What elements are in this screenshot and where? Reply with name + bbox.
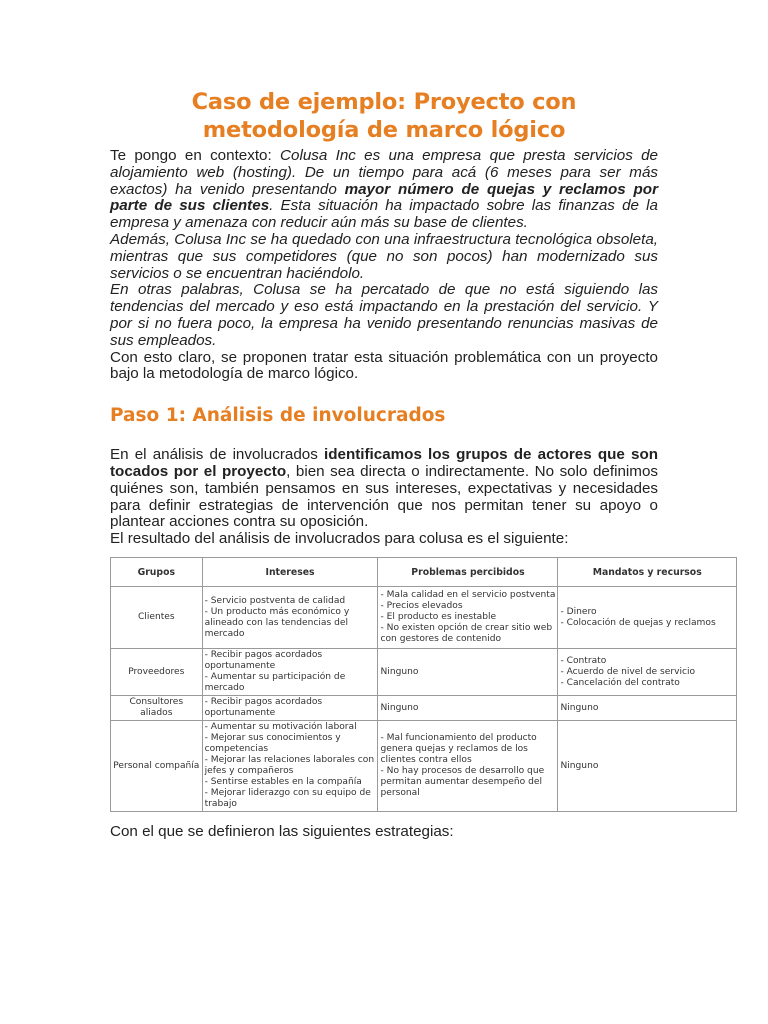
cell-problemas (378, 649, 558, 696)
stakeholder-table (110, 557, 737, 812)
cell-line: - Un producto más económico y (204, 606, 350, 617)
step1-paragraph-1 (110, 447, 658, 531)
cell-line: Ninguno (560, 760, 599, 771)
page-title: Caso de ejemplo: Proyecto con metodología de marco lógico (191, 89, 577, 143)
header-problemas: Problemas percibidos (378, 558, 558, 587)
cell-line: con gestores de contenido (380, 634, 502, 644)
cell-line: - Dinero (560, 606, 597, 617)
cell-line: oportunamente (204, 661, 276, 671)
intro-p1-lead: Te pongo en contexto: (110, 147, 281, 164)
step1-paragraph-2: El resultado del análisis de involucrados para colusa es el siguiente: (110, 530, 569, 548)
cell-intereses (202, 721, 378, 812)
cell-grupo: Consultores aliados (111, 696, 203, 721)
step1-p1-lead: En el análisis de involucrados (110, 446, 324, 464)
step1-p1-tail: , bien sea directa o indirectamente. No solo definimos quiénes son, también pensamos en sus intereses, expectativas y necesidades para definir estrategias de intervención que nos permitan tener su apoyo o plantear acciones contra su oposición. (110, 462, 658, 531)
cell-line: - Recibir pagos acordados (204, 697, 323, 707)
section-heading-step1: Paso 1: Análisis de involucrados (110, 405, 446, 427)
cell-line: oportunamente (204, 708, 276, 718)
cell-line: - Contrato (560, 655, 607, 666)
intro-paragraph-4: Con esto claro, se proponen tratar esta situación problemática con un proyecto bajo la metodología de marco lógico. (110, 348, 658, 383)
header-intereses: Intereses (202, 558, 378, 587)
cell-line: - Cancelación del contrato (560, 677, 680, 688)
cell-line: - Aumentar su motivación laboral (204, 722, 357, 732)
cell-problemas (378, 721, 558, 812)
cell-intereses (202, 649, 378, 696)
cell-problemas (378, 587, 558, 649)
table-row (111, 587, 737, 649)
cell-mandatos (558, 649, 737, 696)
cell-line: - Recibir pagos acordados (204, 650, 323, 660)
cell-line: - Mejorar las relaciones laborales con (204, 755, 375, 765)
cell-line: - Mejorar liderazgo con su equipo de (204, 788, 371, 798)
intro-paragraph-3: En otras palabras, Colusa se ha percatado de que no está siguiendo las tendencias del mercado y eso está impactando en la prestación del servicio. Y por si no fuera poco, la empresa ha venido presentando renuncias masivas de sus empleados. (110, 281, 658, 349)
cell-line: - Mejorar sus conocimientos y (204, 733, 341, 743)
cell-line: personal (380, 788, 420, 798)
table-row (111, 649, 737, 696)
cell-line: - No existen opción de crear sitio web (380, 623, 553, 633)
cell-grupo: Proveedores (111, 649, 203, 696)
header-mandatos: Mandatos y recursos (558, 558, 737, 587)
step1-p1-bold: identificamos los grupos de actores que son tocados por el proyecto (110, 446, 658, 480)
intro-paragraph-2: Además, Colusa Inc se ha quedado con una infraestructura tecnológica obsoleta, mientras que sus competidores (que no son pocos) han modernizado sus servicios o se encuentran haciéndolo. (110, 230, 658, 282)
cell-line: - Precios elevados (380, 601, 463, 611)
intro-paragraph-1 (110, 148, 658, 232)
cell-line: - Sentirse estables en la compañía (204, 777, 362, 787)
cell-line: mercado (204, 628, 245, 639)
table-header-row (111, 558, 737, 587)
cell-line: - El producto es inestable (380, 612, 497, 622)
cell-line: competencias (204, 744, 269, 754)
cell-line: clientes contra ellos (380, 755, 472, 765)
cell-line: - No hay procesos de desarrollo que (380, 766, 545, 776)
cell-intereses (202, 587, 378, 649)
cell-line: mercado (204, 683, 245, 693)
cell-line: - Acuerdo de nivel de servicio (560, 666, 696, 677)
cell-mandatos (558, 696, 737, 721)
intro-p1-tail: . Esta situación ha impactado sobre las finanzas de la empresa y amenaza con reducir aún más su base de clientes. (110, 197, 658, 232)
cell-line: - Mala calidad en el servicio postventa (380, 590, 556, 600)
header-grupos: Grupos (111, 558, 203, 587)
cell-line: permitan aumentar desempeño del (380, 777, 542, 787)
cell-line: alineado con las tendencias del (204, 617, 348, 628)
cell-line: Ninguno (380, 666, 419, 677)
cell-line: Ninguno (380, 702, 419, 713)
cell-grupo: Clientes (111, 587, 203, 649)
cell-grupo: Personal compañía (111, 721, 203, 812)
cell-line: trabajo (204, 799, 237, 809)
cell-mandatos (558, 721, 737, 812)
table-row (111, 696, 737, 721)
document-body (110, 88, 658, 548)
cell-mandatos (558, 587, 737, 649)
cell-line: - Mal funcionamiento del producto (380, 733, 537, 743)
cell-problemas (378, 696, 558, 721)
cell-line: jefes y compañeros (204, 766, 294, 776)
cell-line: - Servicio postventa de calidad (204, 595, 346, 606)
cell-line: - Aumentar su participación de (204, 672, 346, 682)
table-row (111, 721, 737, 812)
closing-paragraph: Con el que se definieron las siguientes estrategias: (110, 823, 454, 840)
cell-intereses (202, 696, 378, 721)
cell-line: - Colocación de quejas y reclamos (560, 617, 716, 628)
cell-line: genera quejas y reclamos de los (380, 744, 528, 754)
intro-p1-italic: Colusa Inc es una empresa que presta servicios de alojamiento web (hosting). De un tiempo para acá (6 meses para ser más exactos) ha venido presentando (110, 147, 658, 198)
cell-line: Ninguno (560, 702, 599, 713)
intro-p1-bold: mayor número de quejas y reclamos por parte de sus clientes (110, 180, 658, 215)
